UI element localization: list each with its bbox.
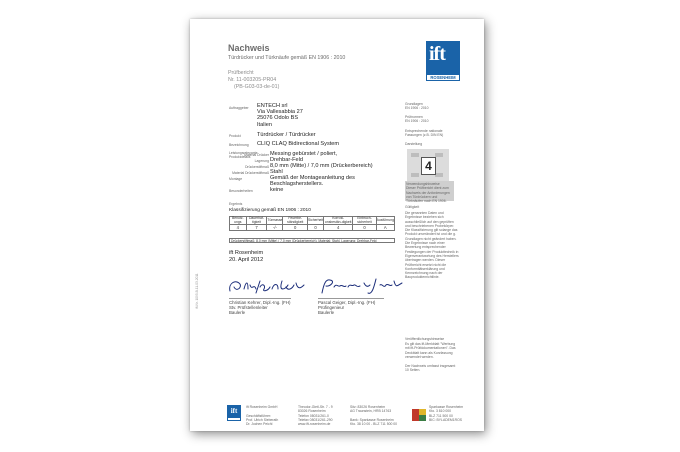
class-value-cell: 7 <box>246 225 267 231</box>
mounting-line: Gemäß der Montageanleitung des <box>270 175 355 181</box>
performance-label: Leistungsrelevante Produktdetails <box>229 151 258 160</box>
sidebar-basis: Grundlagen EN 1906 : 2010 Prüfnormen EN 1906 : 2010 <box>405 102 429 124</box>
publication-title: Veröffentlichungshinweise <box>405 337 445 341</box>
perf-value: Stahl <box>270 169 283 175</box>
special-label: Besonderheiten <box>229 189 253 193</box>
footer-address: Theodor-Gietl-Str. 7 - 9 83026 Rosenheim Telefon 08031/261-0 Telefax 08031/261-290 www.ift-rosenheim.de <box>298 405 333 427</box>
usage-text: Verwendungshinweise Dieser Prüfbericht dient zum Nachweis der Anforderungen von Türdrückern und Türknäufen nach EN 1906. <box>406 182 450 204</box>
class-value-cell: 0 <box>283 225 308 231</box>
client-line: 25076 Odolo BS <box>257 115 299 122</box>
perf-value: Drehbar-Feld <box>270 157 303 163</box>
class-value-cell: 4 <box>230 225 247 231</box>
product-value: Türdrücker / Türdrücker <box>257 132 316 138</box>
perf-key: Lagerung <box>254 159 269 163</box>
special-value: keine <box>270 187 284 193</box>
class-header-cell: Sicherheit <box>307 217 323 225</box>
ift-logo-letters: ift <box>429 43 445 65</box>
class-header-cell: Benutz-ungs <box>230 217 247 225</box>
photo-digit: 4 <box>421 157 436 175</box>
client-block <box>257 103 303 128</box>
footer-bank: Sparkasse Rosenheim Kto. 3 810 000 BLZ 711 500 00 BIC: BYLADEM1ROS <box>429 405 464 422</box>
footer-ift-logo: ift <box>227 405 241 421</box>
sidebar-national: Entsprechende nationale Fassungen (z.B. DIN EN) <box>405 129 444 138</box>
class-header-cell: Einbruch-sicherheit <box>353 217 376 225</box>
perf-key: Material Drücker <box>244 153 269 157</box>
place: ift Rosenheim <box>229 250 264 256</box>
designation-label: Bezeichnung <box>229 143 249 147</box>
class-value-cell: 0 <box>353 225 376 231</box>
signatory-name: Christian Kehrer, Dipl.-Ing. (FH) <box>229 300 291 305</box>
class-value-cell: 0 <box>307 225 323 231</box>
classification-code-line: Drückerstiftmaß: 8,0 mm (Mitte) / 7,0 mm (Drückerbereich), Material: Stahl, Lagerung: Drehbar-Feld <box>229 238 395 243</box>
report-label: Prüfbericht <box>228 70 254 76</box>
class-value-cell: A <box>376 225 394 231</box>
class-header-cell: Türmasse <box>267 217 283 225</box>
ift-logo <box>426 41 460 81</box>
signatory-unit: Baulerle <box>318 310 335 315</box>
signatory-role: Prüfingenieur <box>318 305 345 310</box>
validity-title: Gültigkeit <box>405 205 420 209</box>
signature-kehrer-image <box>226 275 306 297</box>
publication-text: Es gilt das ift-Merkblatt "Werbung mit ift-Prüfdokumentationen". Das Deckblatt kann als Kurzfassung verwendet werden. <box>405 342 456 359</box>
result-label: Ergebnis <box>229 202 243 206</box>
document-code-vertical: ift-Nr. 1095-B-11-03-2011 <box>195 273 199 309</box>
report-reference: (PB-G03-03-de-01) <box>234 84 280 90</box>
client-line: ENTECH srl <box>257 103 288 109</box>
pages-text: Der Nachweis umfasst insgesamt 10 Seiten. <box>405 364 456 373</box>
mounting-label: Montage <box>229 177 243 181</box>
ift-logo-city: ROSENHEIM <box>426 74 460 81</box>
class-value-cell: -/- <box>267 225 283 231</box>
class-header-cell: Korrosi-onsbestän-digkeit <box>324 216 352 224</box>
class-header-cell: Dauerhaf-tigkeit <box>246 217 267 225</box>
perf-value: Messing gebürstet / poliert, <box>270 151 338 157</box>
signatory-unit: Baulerle <box>229 310 246 315</box>
designation-value: CLIQ CLAQ Bidirectional System <box>257 141 340 147</box>
date: 20. April 2012 <box>229 257 264 263</box>
validity-text: Die genannten Daten und Ergebnisse beziehen sich ausschließlich auf den geprüften und beschriebenen Probekörper. Die Klassifizierung gilt solange das Produkt unverändert ist und die g. Grundlagen nicht geändert haben. Die Ergebnisse nach einer Bewertung entsprechender Festlegungen der Produkttechnik in Eigenverantwortung des Herstellers übertragen werden. Dieser Prüfbericht ersetzt nicht die Konformitätserklärung und Kennzeichnung nach der Bauproduktenrichtlinie. <box>405 211 459 280</box>
classification-table <box>229 216 395 231</box>
signature-line <box>229 298 291 299</box>
report-number: Nr. 11-003205-PR04 <box>228 77 277 83</box>
class-header-cell: Ausführung <box>376 217 394 225</box>
sidebar-illustration-label: Darstellung <box>405 142 423 146</box>
class-header-cell: Feuerbe-ständigkeit <box>283 217 308 225</box>
signatory-block <box>229 300 291 315</box>
page-subtitle: Türdrücker und Türknäufe gemäß EN 1906 : 2010 <box>228 55 346 61</box>
signature-line <box>318 298 384 299</box>
perf-key: Material Drückerstiftmaß <box>232 171 269 175</box>
page-title: Nachweis <box>228 43 270 53</box>
product-photo <box>407 149 449 181</box>
accreditation-logo <box>412 409 426 421</box>
mounting-block <box>270 175 355 187</box>
signatory-block <box>318 300 375 315</box>
classification-heading: Klassifizierung gemäß EN 1906 : 2010 <box>229 208 311 213</box>
client-line: Italien <box>257 121 272 128</box>
mounting-line: Beschlagsherstellers. <box>270 181 324 188</box>
perf-value: 8,0 mm (Mitte) / 7,0 mm (Drückerbereich) <box>270 163 373 169</box>
class-value-cell: 4 <box>324 225 353 231</box>
client-label: Auftraggeber <box>229 106 249 110</box>
signatory-role: Stv. Prüfstellenleiter <box>229 305 268 310</box>
usage-box <box>405 181 454 204</box>
client-line: Via Vallesabbia 27 <box>257 109 303 116</box>
certificate-page <box>190 19 484 431</box>
perf-key: Drückerstiftmaß <box>245 165 269 169</box>
footer-company: ift Rosenheim GmbH Geschäftsführer: Prof. Ulrich Sieberath Dr. Jochen Peichl <box>246 405 279 427</box>
signature-geiger-image <box>318 275 406 297</box>
product-label: Produkt <box>229 134 241 138</box>
signatory-name: Pascal Geiger, Dipl.-Ing. (FH) <box>318 300 376 305</box>
footer-registration: Sitz: 83026 Rosenheim AG Traunstein, HRB 14763 Bank: Sparkasse Rosenheim Kto. 38 10 00 - BLZ 711 500 00 <box>350 405 398 427</box>
